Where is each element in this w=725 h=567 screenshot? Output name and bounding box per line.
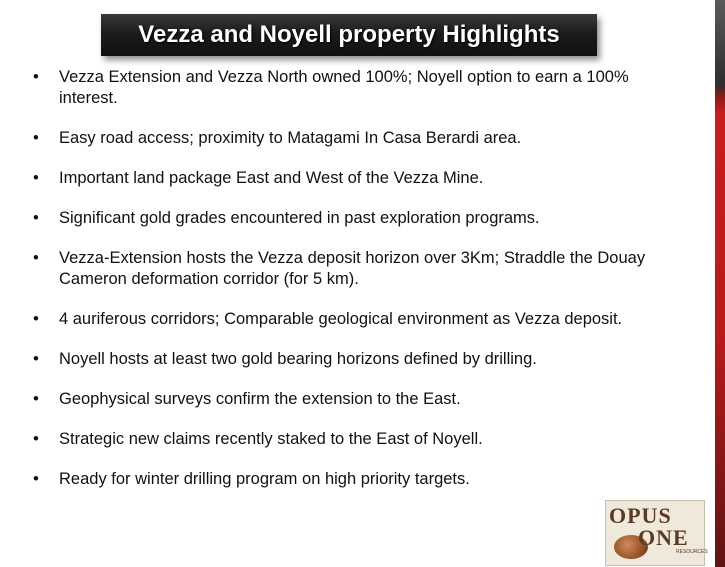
bullet-dot: •: [33, 310, 39, 328]
bullet-item: [30, 128, 680, 149]
bullet-dot: •: [33, 68, 39, 86]
bullet-item: [30, 389, 680, 410]
bullet-item: [30, 349, 680, 370]
bullet-text: Vezza-Extension hosts the Vezza deposit horizon over 3Km; Straddle the Douay Cameron deformation corridor (for 5 km).: [59, 249, 646, 288]
bullet-text: Strategic new claims recently staked to the East of Noyell.: [59, 430, 483, 448]
bullet-dot: •: [33, 129, 39, 147]
bullet-text: Vezza Extension and Vezza North owned 100%; Noyell option to earn a 100% interest.: [59, 68, 629, 107]
opus-one-logo: [605, 500, 708, 566]
bullet-text: Important land package East and West of the Vezza Mine.: [59, 169, 484, 187]
bullet-text: Significant gold grades encountered in past exploration programs.: [59, 209, 540, 227]
slide-edge-strip: [715, 0, 725, 567]
bullet-item: [30, 309, 680, 330]
slide-title: Vezza and Noyell property Highlights: [138, 21, 560, 48]
bullet-text: Ready for winter drilling program on high priority targets.: [59, 470, 470, 488]
bullet-item: [30, 168, 680, 189]
bullet-dot: •: [33, 470, 39, 488]
logo-subtitle: RESOURCES: [676, 549, 708, 555]
highlights-list: [30, 67, 680, 509]
bullet-dot: •: [33, 209, 39, 227]
bullet-text: 4 auriferous corridors; Comparable geological environment as Vezza deposit.: [59, 310, 623, 328]
bullet-dot: •: [33, 249, 39, 267]
bullet-item: [30, 248, 680, 290]
bullet-dot: •: [33, 430, 39, 448]
bullet-dot: •: [33, 169, 39, 187]
bullet-item: [30, 429, 680, 450]
bullet-item: [30, 67, 680, 109]
bullet-item: [30, 208, 680, 229]
bullet-text: Easy road access; proximity to Matagami In Casa Berardi area.: [59, 129, 522, 147]
bullet-text: Geophysical surveys confirm the extension to the East.: [59, 390, 461, 408]
title-banner: [101, 14, 597, 56]
bullet-dot: •: [33, 390, 39, 408]
logo-word-opus: OPUS: [609, 503, 672, 528]
logo-word-one: ONE: [638, 525, 689, 550]
bullet-dot: •: [33, 350, 39, 368]
bullet-text: Noyell hosts at least two gold bearing horizons defined by drilling.: [59, 350, 537, 368]
bullet-item: [30, 469, 680, 490]
